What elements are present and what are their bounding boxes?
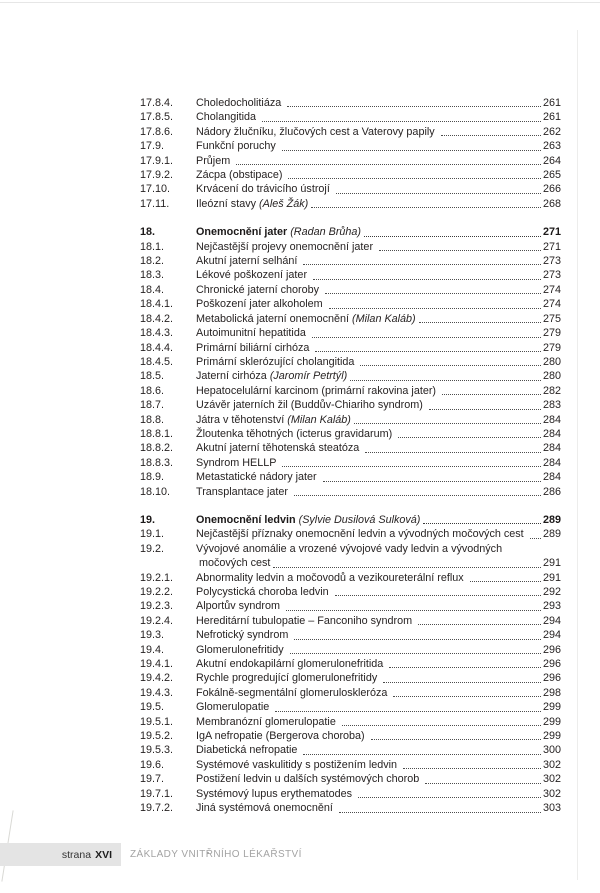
toc-entry (196, 139, 561, 153)
dot-leader (236, 164, 541, 165)
toc-entry (196, 599, 561, 613)
toc-entry-number: 18.4.1. (140, 298, 174, 311)
toc-entry (196, 268, 561, 282)
dot-leader (290, 653, 541, 654)
toc-entry-number: 19.5. (140, 701, 165, 714)
toc-entry-number: 19.2.2. (140, 586, 174, 598)
toc-row (140, 643, 561, 657)
dot-leader (371, 739, 541, 740)
toc-entry (196, 470, 561, 484)
dot-leader (287, 106, 541, 107)
toc-entry-number: 19.2.3. (140, 600, 174, 613)
toc-entry (196, 441, 561, 455)
toc-entry-number: 19.4.3. (140, 686, 174, 699)
toc-entry (196, 326, 561, 340)
toc-entry (196, 772, 561, 786)
toc-entry-number: 17.9.2. (140, 169, 174, 182)
toc-entry (196, 125, 561, 139)
toc-entry (196, 283, 561, 297)
toc-entry-title: IgA nefropatie (Bergerova choroba) (196, 730, 365, 743)
toc-entry-title: Průjem (196, 154, 231, 167)
toc-entry-number: 18.4.3. (140, 327, 174, 340)
toc-entry-title: Hereditární tubulopatie – Fanconiho syndrom (196, 614, 413, 627)
toc-row (140, 369, 561, 383)
toc-row (140, 441, 561, 455)
toc-entry-number: 19. (140, 513, 156, 526)
toc-entry-page: 280 (542, 370, 561, 383)
toc-entry-title: Jaterní cirhóza (196, 370, 267, 383)
dot-leader (419, 322, 541, 323)
toc-entry-page: 265 (542, 169, 561, 182)
toc-entry-page: 292 (542, 586, 561, 598)
toc-entry-page: 271 (542, 240, 561, 253)
toc-entry-number: 17.8.6. (140, 125, 174, 138)
toc-entry (196, 743, 561, 757)
toc-entry-title: Onemocnění ledvin (196, 513, 296, 526)
toc-entry-title: Postižení ledvin u dalších systémových chorob (196, 773, 420, 786)
toc-row (140, 527, 561, 541)
toc-entry-title: Systémový lupus erythematodes (196, 787, 353, 800)
toc-entry-title: Polycystická choroba ledvin (196, 586, 329, 598)
toc-entry-number: 19.7.1. (140, 787, 174, 800)
dot-leader (360, 365, 541, 366)
toc-entry (196, 355, 561, 369)
dot-leader (315, 351, 541, 352)
dot-leader (398, 437, 541, 438)
dot-leader (418, 624, 541, 625)
toc-entry-title: Fokálně-segmentální glomeruloskleróza (196, 686, 388, 699)
toc-entry-page: 298 (542, 686, 561, 699)
toc-entry-page: 271 (542, 226, 561, 239)
toc-entry (196, 168, 561, 182)
toc-row (140, 657, 561, 671)
dot-leader (342, 725, 541, 726)
toc-row (140, 743, 561, 757)
toc-entry-page: 300 (542, 744, 561, 757)
toc-row (140, 326, 561, 340)
toc-row (140, 355, 561, 369)
toc-entry (196, 427, 561, 441)
toc-entry-title: Akutní jaterní selhání (196, 255, 298, 268)
toc-entry (196, 513, 561, 527)
toc-entry (196, 715, 561, 729)
toc-entry-page: 291 (542, 557, 561, 570)
footer-book-title: ZÁKLADY VNITŘNÍHO LÉKAŘSTVÍ (130, 849, 302, 860)
toc-entry-title: Membranózní glomerulopatie (196, 715, 336, 728)
toc-entry (196, 758, 561, 772)
toc-entry (196, 369, 561, 383)
toc-row (140, 283, 561, 297)
toc-entry-number: 19.4.1. (140, 658, 174, 671)
toc-entry (196, 787, 561, 801)
toc-entry-number: 17.10. (140, 183, 171, 196)
toc-entry-page: 296 (542, 643, 561, 656)
toc-entry-number: 19.5.1. (140, 715, 174, 728)
toc-entry-number: 19.3. (140, 629, 165, 642)
toc-entry-page: 299 (542, 730, 561, 743)
toc-entry-author: (Jaromír Petrtýl) (269, 370, 348, 383)
toc-entry-number: 18.8.2. (140, 442, 174, 455)
toc-row (140, 456, 561, 470)
toc-entry (196, 643, 561, 657)
toc-entry-page: 289 (542, 528, 561, 541)
dot-leader (335, 595, 541, 596)
toc-entry-page: 284 (542, 427, 561, 440)
toc-entry-page: 302 (542, 773, 561, 786)
dot-leader (403, 768, 541, 769)
toc-entry-page: 262 (542, 125, 561, 138)
toc-row (140, 182, 561, 196)
toc-entry-page: 279 (542, 327, 561, 340)
toc-entry-page: 302 (542, 758, 561, 771)
toc-entry (196, 628, 561, 642)
toc-entry (196, 729, 561, 743)
toc-entry (196, 384, 561, 398)
toc-entry-number: 19.6. (140, 758, 165, 771)
toc-entry-page: 284 (542, 456, 561, 469)
toc-row (140, 154, 561, 168)
toc-entry-title: Glomerulopatie (196, 701, 270, 714)
toc-entry-title: Nejčastější projevy onemocnění jater (196, 240, 374, 253)
toc-entry-page: 279 (542, 341, 561, 354)
toc-entry-title: Diabetická nefropatie (196, 744, 298, 757)
toc-entry-title: Primární biliární cirhóza (196, 341, 310, 354)
toc-entry-page: 273 (542, 255, 561, 268)
toc-entry-number: 19.5.3. (140, 744, 174, 757)
toc-entry-author: (Milan Kaláb) (352, 312, 416, 325)
dot-leader (425, 783, 541, 784)
toc-entry-page: 299 (542, 715, 561, 728)
toc-entry-title: Krvácení do trávicího ústrojí (196, 183, 330, 196)
toc-entry-number: 19.5.2. (140, 730, 174, 743)
toc-entry-number: 18.7. (140, 399, 165, 412)
scan-page-edge-artifact (577, 30, 578, 880)
footer-page-label: strana (61, 848, 92, 861)
dot-leader (354, 423, 541, 424)
dot-leader (286, 610, 541, 611)
toc-entry-number: 18.1. (140, 240, 165, 253)
toc-list (140, 96, 561, 816)
dot-leader (312, 337, 541, 338)
toc-row (140, 542, 561, 571)
dot-leader (323, 481, 541, 482)
toc-row (140, 787, 561, 801)
toc-row (140, 125, 561, 139)
toc-entry-title: Rychle progredující glomerulonefritidy (196, 672, 378, 685)
toc-row (140, 225, 561, 239)
toc-entry-page: 299 (542, 701, 561, 714)
toc-entry-title: Žloutenka těhotných (icterus gravidarum) (196, 427, 393, 440)
toc-entry-page: 284 (542, 413, 561, 426)
toc-row (140, 470, 561, 484)
toc-entry-number: 18.8. (140, 413, 165, 426)
scan-top-edge-artifact (0, 2, 600, 3)
toc-row (140, 96, 561, 110)
toc-entry-page: 284 (542, 471, 561, 484)
page-footer (0, 843, 600, 866)
toc-entry-number: 17.11. (140, 197, 170, 210)
toc-entry-number: 19.4.2. (140, 672, 174, 685)
toc-entry-title: Choledocholitiáza (196, 97, 282, 109)
toc-row (140, 671, 561, 685)
toc-entry-number: 18.6. (140, 384, 165, 397)
toc-entry (196, 542, 561, 571)
toc-entry (196, 154, 561, 168)
toc-row (140, 485, 561, 499)
toc-entry-page: 293 (542, 600, 561, 613)
toc-entry-number: 18.8.1. (140, 427, 174, 440)
dot-leader (423, 523, 541, 524)
toc-entry-page: 274 (542, 283, 561, 296)
toc-entry (196, 312, 561, 326)
toc-entry-number: 19.7.2. (140, 802, 174, 815)
toc-row (140, 312, 561, 326)
toc-entry (196, 182, 561, 196)
toc-entry (196, 686, 561, 700)
dot-leader (282, 150, 541, 151)
dot-leader (275, 711, 541, 712)
dot-leader (530, 538, 541, 539)
toc-entry-page: 261 (542, 97, 561, 109)
toc-entry (196, 671, 561, 685)
toc-entry (196, 485, 561, 499)
toc-entry (196, 413, 561, 427)
dot-leader (441, 135, 541, 136)
toc-entry-page: 282 (542, 384, 561, 397)
toc-entry-page: 284 (542, 442, 561, 455)
toc-entry-title: Metabolická jaterní onemocnění (196, 312, 350, 325)
toc-entry-number: 18.2. (140, 255, 165, 268)
toc-entry-title: Cholangitida (196, 111, 257, 124)
toc-entry-number: 18.3. (140, 269, 165, 282)
toc-entry (196, 197, 561, 211)
toc-entry (196, 571, 561, 585)
table-of-contents (140, 96, 561, 816)
toc-entry-title: Nejčastější příznaky onemocnění ledvin a vývodných močových cest (196, 528, 524, 541)
toc-entry-author: (Aleš Žák) (259, 197, 309, 210)
dot-leader (350, 380, 541, 381)
toc-entry-number: 19.1. (140, 528, 165, 541)
dot-leader (379, 250, 541, 251)
toc-entry-title: Jiná systémová onemocnění (196, 802, 333, 815)
dot-leader (262, 121, 541, 122)
toc-entry-number: 18.4.2. (140, 312, 174, 325)
toc-row (140, 729, 561, 743)
toc-entry-number: 18.10. (140, 485, 171, 498)
toc-entry-title: Akutní jaterní těhotenská steatóza (196, 442, 360, 455)
toc-entry-title: Glomerulonefritidy (196, 643, 284, 656)
toc-entry-title: Lékové poškození jater (196, 269, 308, 282)
toc-entry-title: Ileózní stavy (196, 197, 257, 210)
toc-entry-page: 302 (542, 787, 561, 800)
toc-entry-title: Játra v těhotenství (196, 413, 285, 426)
toc-row (140, 254, 561, 268)
toc-entry (196, 456, 561, 470)
toc-entry-page: 280 (542, 355, 561, 368)
dot-leader (313, 279, 541, 280)
dot-leader (358, 797, 541, 798)
toc-entry-page: 286 (542, 485, 561, 498)
toc-entry (196, 801, 561, 815)
toc-entry-title: Chronické jaterní choroby (196, 283, 320, 296)
toc-entry-number: 17.8.5. (140, 111, 174, 124)
toc-entry (196, 614, 561, 628)
toc-row (140, 168, 561, 182)
toc-row (140, 398, 561, 412)
toc-row (140, 628, 561, 642)
toc-entry-page: 263 (542, 140, 561, 153)
toc-entry (196, 254, 561, 268)
toc-entry-title: Onemocnění jater (196, 226, 288, 239)
dot-leader (288, 178, 541, 179)
toc-entry-page: 291 (542, 571, 561, 584)
toc-entry (196, 657, 561, 671)
toc-entry (196, 341, 561, 355)
toc-entry-number: 17.8.4. (140, 97, 174, 109)
toc-entry (196, 110, 561, 124)
toc-row (140, 571, 561, 585)
toc-entry-title: Poškození jater alkoholem (196, 298, 323, 311)
toc-entry-number: 19.2. (140, 542, 165, 555)
toc-entry-number: 19.4. (140, 643, 165, 656)
toc-row (140, 758, 561, 772)
toc-entry (196, 398, 561, 412)
toc-entry-number: 19.2.4. (140, 614, 174, 627)
toc-row (140, 341, 561, 355)
dot-leader (282, 466, 541, 467)
toc-entry-title: Akutní endokapilární glomerulonefritida (196, 658, 384, 671)
toc-entry (196, 585, 561, 599)
toc-entry-title: Nefrotický syndrom (196, 629, 289, 642)
toc-entry-page: 274 (542, 298, 561, 311)
toc-row (140, 268, 561, 282)
toc-row (140, 513, 561, 527)
toc-entry-title: Vývojové anomálie a vrozené vývojové vady ledvin a vývodných (196, 542, 503, 555)
toc-entry-title: Metastatické nádory jater (196, 471, 317, 484)
dot-leader (429, 409, 541, 410)
toc-row (140, 715, 561, 729)
toc-entry-title: Zácpa (obstipace) (196, 169, 283, 182)
toc-entry-title: Funkční poruchy (196, 140, 276, 153)
toc-row (140, 585, 561, 599)
toc-entry-author: (Sylvie Dusilová Sulková) (298, 513, 421, 526)
dot-leader (311, 207, 541, 208)
toc-entry-page: 296 (542, 672, 561, 685)
toc-row (140, 413, 561, 427)
toc-row (140, 427, 561, 441)
toc-entry-title: Nádory žlučníku, žlučových cest a Vaterovy papily (196, 125, 435, 138)
dot-leader (294, 639, 541, 640)
dot-leader (470, 581, 541, 582)
toc-row (140, 599, 561, 613)
toc-row (140, 801, 561, 815)
toc-entry-page: 273 (542, 269, 561, 282)
toc-entry-title: Transplantace jater (196, 485, 289, 498)
toc-entry-number: 18.8.3. (140, 456, 174, 469)
dot-leader (383, 682, 541, 683)
toc-entry-number: 18.9. (140, 471, 165, 484)
dot-leader (365, 452, 541, 453)
toc-row (140, 384, 561, 398)
dot-leader (336, 193, 541, 194)
toc-entry-title-wrap: močových cest (199, 557, 271, 570)
toc-entry-title: Abnormality ledvin a močovodů a vezikoureterální reflux (196, 571, 464, 584)
dot-leader (303, 754, 541, 755)
toc-row (140, 139, 561, 153)
dot-leader (393, 696, 541, 697)
toc-entry-number: 18.4.4. (140, 341, 174, 354)
toc-entry-page: 266 (542, 183, 561, 196)
dot-leader (329, 308, 541, 309)
dot-leader (273, 567, 541, 568)
toc-entry-number: 18.4. (140, 283, 165, 296)
toc-entry-number: 17.9. (140, 140, 165, 153)
toc-row (140, 700, 561, 714)
toc-entry-page: 283 (542, 399, 561, 412)
toc-entry (196, 225, 561, 239)
dot-leader (442, 394, 541, 395)
toc-entry-author: (Radan Brůha) (290, 226, 362, 239)
toc-entry-title: Uzávěr jaterních žil (Buddův-Chiariho syndrom) (196, 399, 423, 412)
toc-row (140, 297, 561, 311)
dot-leader (339, 812, 541, 813)
toc-entry-page: 296 (542, 658, 561, 671)
dot-leader (294, 495, 541, 496)
toc-entry (196, 297, 561, 311)
toc-row (140, 110, 561, 124)
toc-entry-number: 19.7. (140, 773, 165, 786)
toc-entry-title: Hepatocelulární karcinom (primární rakovina jater) (196, 384, 437, 397)
toc-entry-title: Syndrom HELLP (196, 456, 277, 469)
toc-entry-number: 18.5. (140, 370, 165, 383)
toc-entry-title: Autoimunitní hepatitida (196, 327, 306, 340)
dot-leader (364, 236, 541, 237)
toc-row (140, 772, 561, 786)
dot-leader (303, 264, 541, 265)
toc-entry-number: 17.9.1. (140, 154, 174, 167)
toc-entry-title: Alportův syndrom (196, 600, 281, 613)
dot-leader (325, 293, 541, 294)
toc-row (140, 686, 561, 700)
toc-entry-number: 18. (140, 226, 156, 239)
toc-entry-page: 275 (542, 312, 561, 325)
toc-entry-page: 268 (542, 197, 561, 210)
footer-page-number-box (0, 843, 121, 866)
toc-row (140, 614, 561, 628)
toc-row (140, 240, 561, 254)
toc-entry-page: 289 (542, 513, 561, 526)
toc-entry-number: 18.4.5. (140, 355, 174, 368)
toc-entry-page: 264 (542, 154, 561, 167)
toc-entry-page: 261 (542, 111, 561, 124)
toc-entry-page: 294 (542, 629, 561, 642)
toc-entry (196, 96, 561, 110)
toc-entry (196, 527, 561, 541)
toc-entry-title: Systémové vaskulitidy s postižením ledvin (196, 758, 398, 771)
toc-entry-page: 303 (542, 802, 561, 815)
dot-leader (389, 667, 541, 668)
toc-entry-number: 19.2.1. (140, 571, 174, 584)
toc-row (140, 197, 561, 211)
toc-entry (196, 700, 561, 714)
toc-entry-page: 294 (542, 614, 561, 627)
toc-entry-title: Primární sklerózující cholangitida (196, 355, 355, 368)
footer-page-number: XVI (95, 848, 112, 861)
toc-entry-author: (Milan Kaláb) (287, 413, 351, 426)
toc-entry (196, 240, 561, 254)
